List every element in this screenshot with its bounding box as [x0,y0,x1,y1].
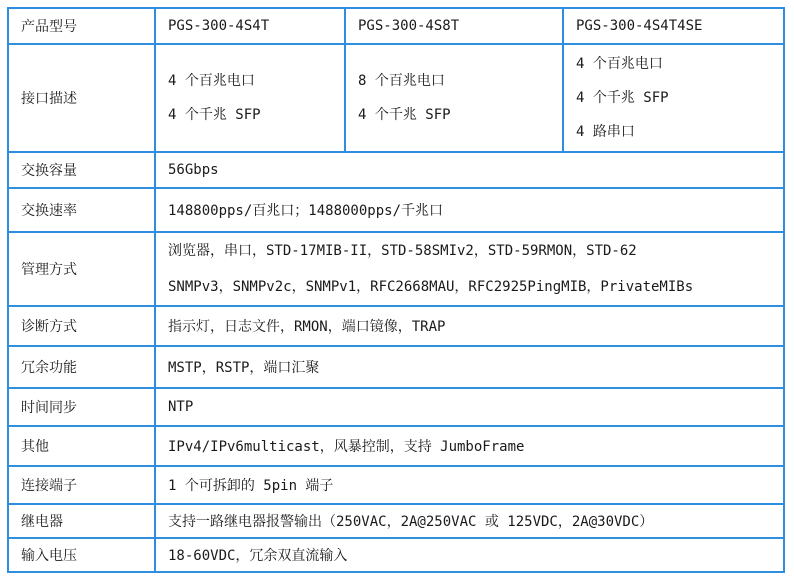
row-switching-capacity [8,152,784,188]
row-diagnosis [8,306,784,346]
spec-label-rate: 交换速率 [8,188,155,232]
interface-col2-line2: 4 个千兆 SFP [358,107,451,123]
interface-col2-line1: 8 个百兆电口 [358,73,445,89]
row-interface-description [8,44,784,152]
spec-value-management [155,232,784,306]
row-input-voltage [8,538,784,572]
interface-col3-line3: 4 路串口 [576,124,635,140]
row-terminal [8,466,784,504]
spec-label-relay: 继电器 [8,504,155,538]
spec-value-relay: 支持一路继电器报警输出（250VAC，2A@250VAC 或 125VDC，2A@30VDC） [155,504,784,538]
spec-label-other: 其他 [8,426,155,466]
spec-interface-col3 [563,44,784,152]
spec-label-interface: 接口描述 [8,44,155,152]
row-product-model [8,8,784,44]
spec-label-product-model: 产品型号 [8,8,155,44]
management-line2: SNMPv3，SNMPv2c，SNMPv1，RFC2668MAU，RFC2925PingMIB，PrivateMIBs [168,279,694,295]
spec-value-other: IPv4/IPv6multicast，风暴控制，支持 JumboFrame [155,426,784,466]
spec-label-input-voltage: 输入电压 [8,538,155,572]
interface-col3-line2: 4 个千兆 SFP [576,90,669,106]
interface-col1-line2: 4 个千兆 SFP [168,107,261,123]
spec-label-capacity: 交换容量 [8,152,155,188]
spec-value-rate: 148800pps/百兆口；1488000pps/千兆口 [155,188,784,232]
interface-col3-line1: 4 个百兆电口 [576,56,663,72]
spec-model-col2: PGS-300-4S8T [345,8,563,44]
spec-label-terminal: 连接端子 [8,466,155,504]
row-management [8,232,784,306]
spec-value-input-voltage: 18-60VDC，冗余双直流输入 [155,538,784,572]
spec-value-redundancy: MSTP，RSTP，端口汇聚 [155,346,784,388]
row-other [8,426,784,466]
row-switching-rate [8,188,784,232]
spec-label-diagnosis: 诊断方式 [8,306,155,346]
spec-model-col3: PGS-300-4S4T4SE [563,8,784,44]
spec-label-time-sync: 时间同步 [8,388,155,426]
row-time-sync [8,388,784,426]
row-redundancy [8,346,784,388]
management-line1: 浏览器，串口，STD-17MIB-II，STD-58SMIv2，STD-59RMON，STD-62 [168,243,637,259]
interface-col1-line1: 4 个百兆电口 [168,73,255,89]
spec-value-time-sync: NTP [155,388,784,426]
spec-interface-col1 [155,44,345,152]
spec-label-redundancy: 冗余功能 [8,346,155,388]
spec-value-capacity: 56Gbps [155,152,784,188]
spec-value-terminal: 1 个可拆卸的 5pin 端子 [155,466,784,504]
spec-table [7,7,785,573]
spec-value-diagnosis: 指示灯，日志文件，RMON，端口镜像，TRAP [155,306,784,346]
row-relay [8,504,784,538]
spec-interface-col2 [345,44,563,152]
spec-model-col1: PGS-300-4S4T [155,8,345,44]
spec-label-management: 管理方式 [8,232,155,306]
